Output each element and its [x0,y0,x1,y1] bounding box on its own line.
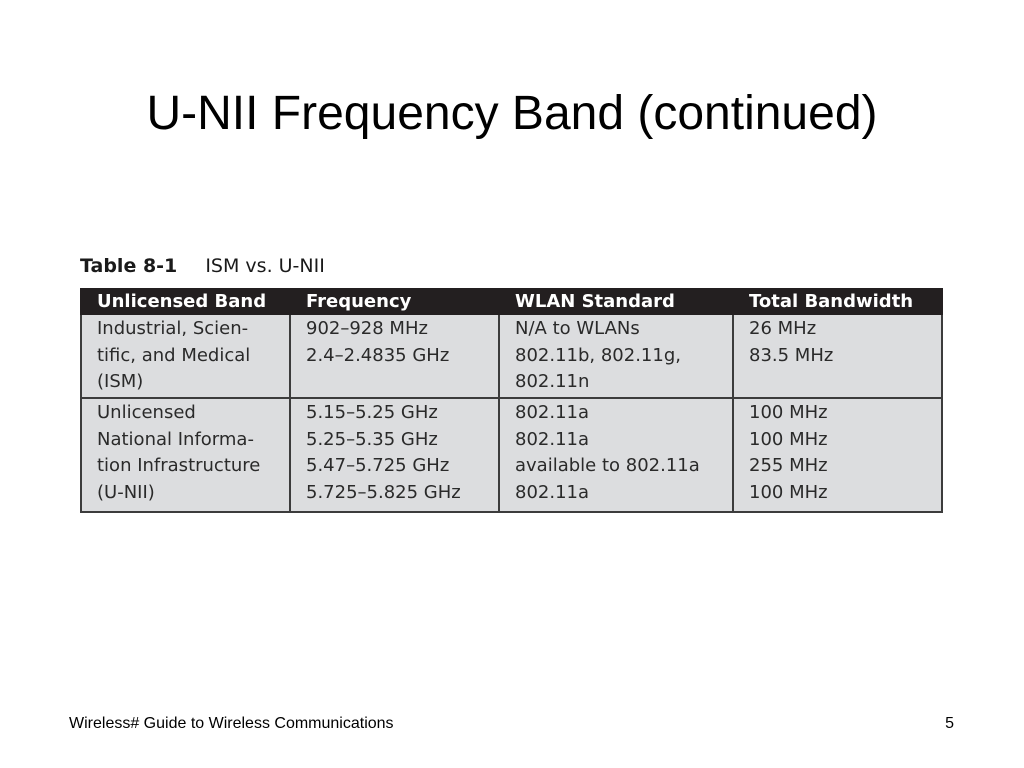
cell-bandwidth [733,315,942,398]
frequency-band-table [80,288,943,513]
table-caption [80,253,325,279]
cell-line: 802.11a [515,402,590,423]
table-caption-label: Table 8-1 [80,255,178,277]
cell-line: Unlicensed [97,402,196,423]
cell-standard [499,398,733,512]
cell-line: 5.47–5.725 GHz [306,455,450,476]
cell-line: 100 MHz [749,428,828,450]
cell-line: 5.25–5.35 GHz [306,428,438,450]
header-wlan-standard: WLAN Standard [499,288,733,315]
cell-line: 83.5 MHz [749,344,834,366]
cell-frequency [290,315,499,398]
cell-line: 5.725–5.825 GHz [306,481,461,503]
cell-line: 802.11a [515,428,590,450]
cell-line: available to 802.11a [515,455,700,476]
cell-line: Industrial, Scien- [97,318,249,339]
cell-line: tion Infrastructure [97,455,261,476]
cell-line: 802.11n [515,371,590,392]
cell-line: 255 MHz [749,455,828,476]
page-number: 5 [945,715,954,732]
footer-course-title: Wireless# Guide to Wireless Communications [69,715,394,732]
cell-line: (ISM) [97,371,144,392]
cell-frequency [290,398,499,512]
cell-band [81,315,290,398]
table-row-ism [81,315,942,398]
cell-line: 802.11b, 802.11g, [515,344,681,366]
cell-band [81,398,290,512]
cell-line: 902–928 MHz [306,318,428,339]
cell-line: National Informa- [97,428,254,450]
header-frequency: Frequency [290,288,499,315]
cell-line: 100 MHz [749,402,828,423]
cell-bandwidth [733,398,942,512]
cell-standard [499,315,733,398]
table-row-unii [81,398,942,512]
cell-line: 100 MHz [749,481,828,503]
header-total-bandwidth: Total Bandwidth [733,288,942,315]
table-caption-text: ISM vs. U-NII [205,255,325,277]
cell-line: tific, and Medical [97,344,251,366]
cell-line: 2.4–2.4835 GHz [306,344,450,366]
cell-line: 5.15–5.25 GHz [306,402,438,423]
slide-title: U-NII Frequency Band (continued) [146,87,878,140]
cell-line: 26 MHz [749,318,817,339]
cell-line: N/A to WLANs [515,318,640,339]
table-header-row [81,288,942,315]
header-unlicensed-band: Unlicensed Band [81,288,290,315]
cell-line: 802.11a [515,481,590,503]
cell-line: (U-NII) [97,481,155,503]
